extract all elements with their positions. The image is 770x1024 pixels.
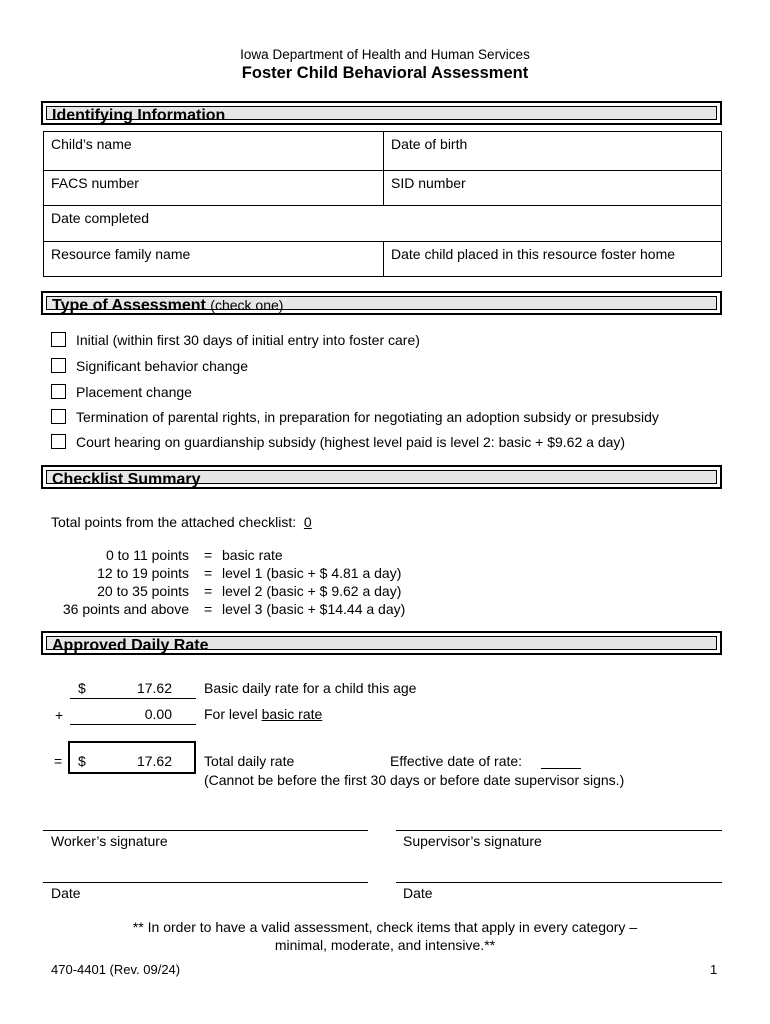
- equals-sign: =: [54, 753, 63, 769]
- total-rate-box[interactable]: [68, 741, 196, 774]
- basic-rate-label: Basic daily rate for a child this age: [204, 680, 417, 696]
- assessment-option-behavior-change[interactable]: [51, 357, 248, 375]
- total-rate-amount: 17.62: [136, 753, 172, 769]
- range-level: level 3 (basic + $14.44 a day): [222, 601, 406, 617]
- level-rate-label: [204, 706, 322, 722]
- date-of-birth-label: Date of birth: [391, 136, 468, 152]
- date-placed-label: Date child placed in this resource foster home: [391, 246, 676, 262]
- range-level: level 2 (basic + $ 9.62 a day): [222, 583, 402, 599]
- sid-number-label: SID number: [391, 175, 466, 191]
- facs-number-label: FACS number: [51, 175, 139, 191]
- total-rate-currency: $: [78, 753, 86, 769]
- childs-name-field[interactable]: [44, 132, 383, 170]
- checkbox[interactable]: [51, 332, 66, 347]
- range-equals: =: [204, 601, 213, 617]
- basic-rate-currency: $: [78, 680, 86, 696]
- form-number: 470-4401 (Rev. 09/24): [51, 962, 181, 977]
- worker-date-line[interactable]: [43, 882, 368, 883]
- assessment-heading: [46, 296, 717, 314]
- assessment-heading-sub: (check one): [210, 297, 284, 313]
- assessment-option-placement-change[interactable]: [51, 383, 192, 401]
- range-points: 20 to 35 points: [97, 583, 189, 599]
- worker-signature-label: Worker’s signature: [51, 833, 168, 849]
- effective-date-label: Effective date of rate:: [390, 753, 523, 769]
- worker-date-label: Date: [51, 885, 81, 901]
- checkbox[interactable]: [51, 409, 66, 424]
- grid-row: [44, 241, 721, 276]
- agency-name: Iowa Department of Health and Human Services: [240, 47, 530, 62]
- effective-date-note: (Cannot be before the first 30 days or before date supervisor signs.): [204, 772, 625, 788]
- level-rate-prefix: For level: [204, 706, 258, 722]
- grid-row: [44, 131, 721, 170]
- range-points: 12 to 19 points: [97, 565, 189, 581]
- checklist-heading: Checklist Summary: [46, 470, 717, 484]
- option-label: Termination of parental rights, in preparation for negotiating an adoption subsidy or presubsidy: [76, 409, 659, 425]
- date-placed-field[interactable]: [383, 242, 721, 276]
- range-equals: =: [204, 547, 213, 563]
- supervisor-signature-line[interactable]: [396, 830, 722, 831]
- date-completed-field[interactable]: [44, 206, 721, 241]
- checklist-section-header: [41, 465, 722, 489]
- option-label: Initial (within first 30 days of initial entry into foster care): [76, 332, 420, 348]
- range-level: basic rate: [222, 547, 283, 563]
- option-label: Significant behavior change: [76, 358, 249, 374]
- worker-signature-line[interactable]: [43, 830, 368, 831]
- assessment-section-header: [41, 291, 722, 315]
- range-equals: =: [204, 565, 213, 581]
- checkbox[interactable]: [51, 358, 66, 373]
- level-rate-amount: 0.00: [144, 706, 172, 722]
- rate-heading: Approved Daily Rate: [46, 636, 717, 650]
- option-label: Court hearing on guardianship subsidy (highest level paid is level 2: basic + $9.62 a day): [76, 434, 626, 450]
- identifying-section-header: [41, 101, 722, 125]
- supervisor-date-line[interactable]: [396, 882, 722, 883]
- supervisor-date-label: Date: [403, 885, 433, 901]
- range-equals: =: [204, 583, 213, 599]
- page-number: 1: [710, 962, 718, 977]
- identifying-grid: [43, 131, 722, 277]
- footer-note-line1: ** In order to have a valid assessment, check items that apply in every category –: [132, 919, 638, 935]
- level-rate-value: basic rate: [261, 706, 323, 722]
- sid-number-field[interactable]: [383, 171, 721, 205]
- childs-name-label: Child’s name: [51, 136, 132, 152]
- rate-section-header: [41, 631, 722, 655]
- resource-family-field[interactable]: [44, 242, 383, 276]
- resource-family-label: Resource family name: [51, 246, 191, 262]
- total-rate-label: Total daily rate: [204, 753, 295, 769]
- supervisor-signature-label: Supervisor’s signature: [403, 833, 542, 849]
- range-points: 36 points and above: [62, 601, 189, 617]
- identifying-heading: Identifying Information: [46, 106, 717, 120]
- date-of-birth-field[interactable]: [383, 132, 721, 170]
- plus-sign: +: [55, 707, 64, 723]
- checklist-total-label: Total points from the attached checklist:: [51, 514, 297, 530]
- level-rate-field[interactable]: [70, 706, 196, 725]
- assessment-option-initial[interactable]: [51, 331, 420, 349]
- checklist-total-value: 0: [303, 514, 312, 530]
- range-points: 0 to 11 points: [105, 547, 189, 563]
- checkbox[interactable]: [51, 384, 66, 399]
- effective-date-field[interactable]: [541, 768, 581, 769]
- grid-row: [44, 170, 721, 205]
- date-completed-label: Date completed: [51, 210, 150, 226]
- assessment-option-guardianship[interactable]: [51, 433, 625, 451]
- footer-note-line2: minimal, moderate, and intensive.**: [274, 937, 496, 953]
- assessment-heading-title: Type of Assessment: [52, 297, 206, 314]
- option-label: Placement change: [76, 384, 192, 400]
- checklist-total: [51, 514, 312, 530]
- range-level: level 1 (basic + $ 4.81 a day): [222, 565, 402, 581]
- basic-rate-amount: 17.62: [136, 680, 172, 696]
- grid-row: [44, 205, 721, 241]
- form-title: Foster Child Behavioral Assessment: [241, 64, 529, 82]
- checkbox[interactable]: [51, 434, 66, 449]
- facs-number-field[interactable]: [44, 171, 383, 205]
- basic-rate-field[interactable]: [70, 680, 196, 699]
- assessment-option-termination[interactable]: [51, 408, 659, 426]
